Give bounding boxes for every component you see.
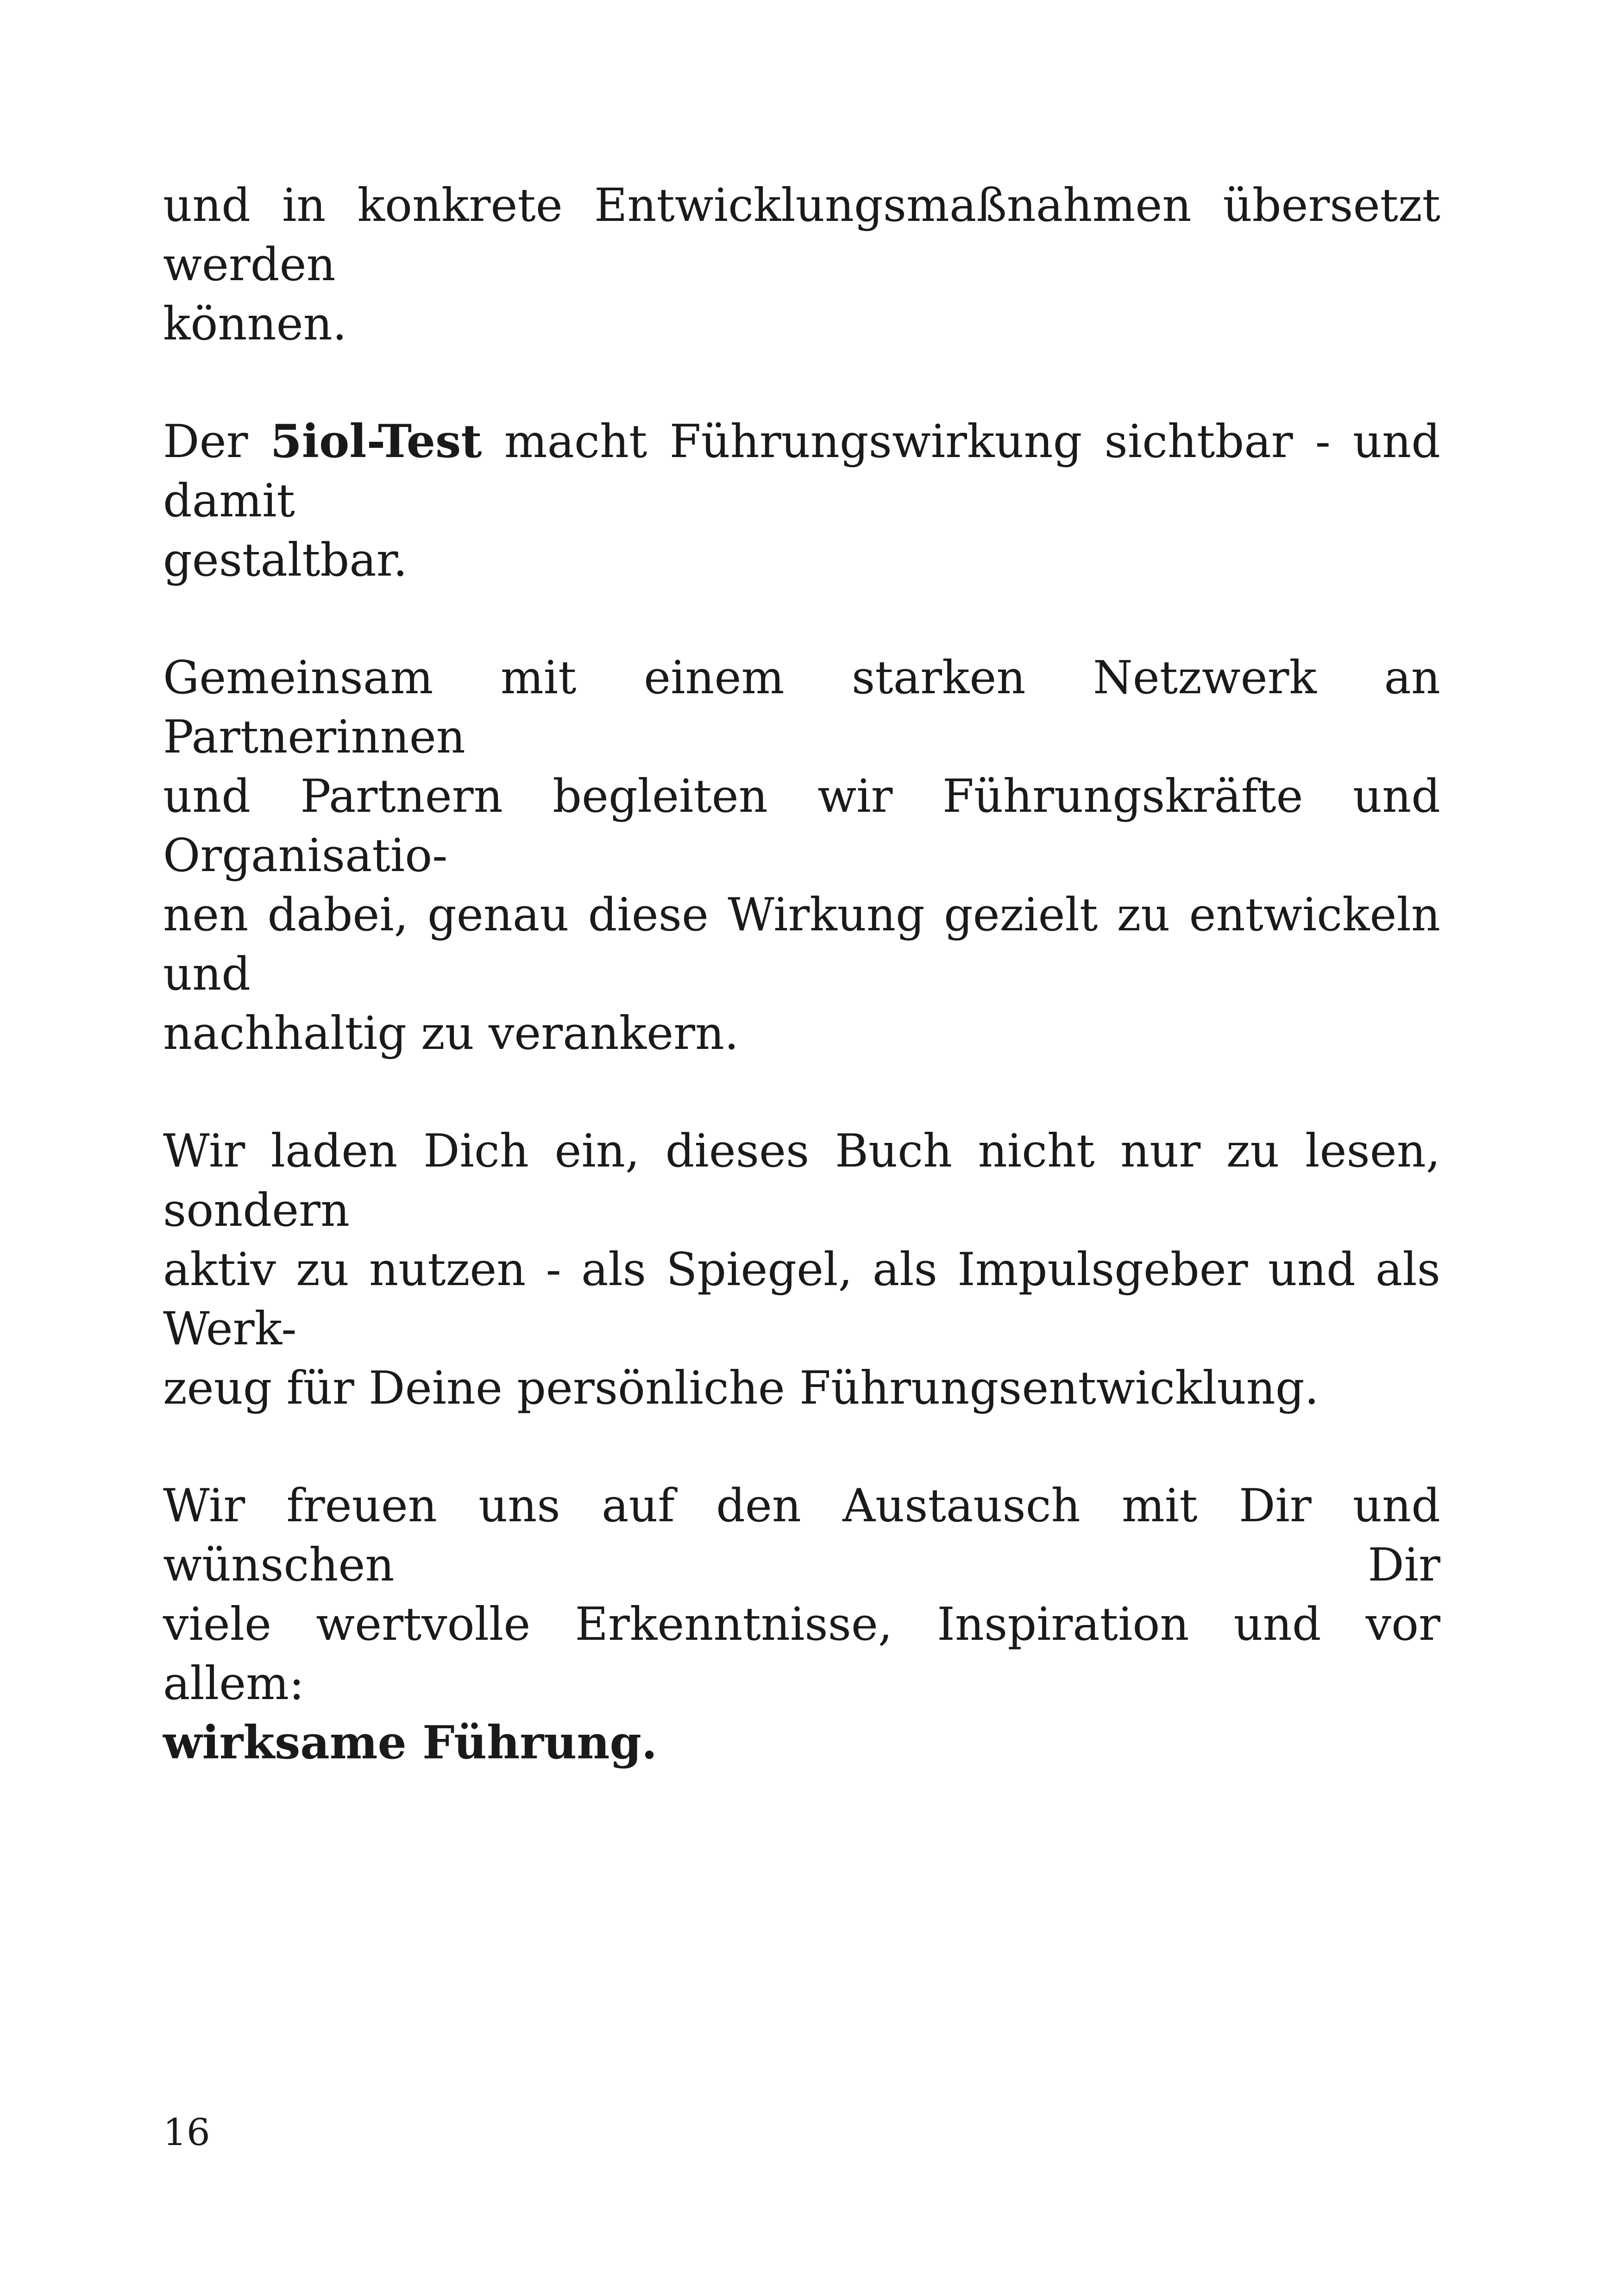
body-text [163, 176, 1440, 1831]
paragraph-1-line-2: können. [163, 298, 347, 351]
page-number: 16 [163, 2111, 210, 2154]
paragraph-4-line-1: Wir laden Dich ein, dieses Buch nicht nur zu lesen, sondern [163, 1125, 1440, 1237]
paragraph-2-line-1-rest: macht Führungswirkung sichtbar - und damit [163, 415, 1440, 527]
paragraph-5 [163, 1476, 1440, 1773]
paragraph-5-line-2: viele wertvolle Erkenntnisse, Inspiration und vor allem: [163, 1598, 1440, 1710]
paragraph-3-line-3: nen dabei, genau diese Wirkung gezielt zu entwickeln und [163, 889, 1440, 1001]
paragraph-4-line-3: zeug für Deine persönliche Führungsentwicklung. [163, 1362, 1319, 1415]
paragraph-3 [163, 648, 1440, 1063]
paragraph-5-line-1: Wir freuen uns auf den Austausch mit Dir und wünschen Dir [163, 1480, 1440, 1592]
test-name-bold: 5iol-Test [270, 415, 482, 468]
paragraph-2-prefix: Der [163, 415, 248, 468]
paragraph-2 [163, 412, 1440, 590]
paragraph-4-line-2: aktiv zu nutzen - als Spiegel, als Impulsgeber und als Werk- [163, 1243, 1440, 1355]
paragraph-1 [163, 176, 1440, 354]
paragraph-2-line-1 [163, 412, 1440, 531]
closing-bold-phrase: wirksame Führung. [163, 1716, 658, 1769]
paragraph-3-line-1: Gemeinsam mit einem starken Netzwerk an Partnerinnen [163, 652, 1440, 764]
paragraph-3-line-4: nachhaltig zu verankern. [163, 1007, 739, 1060]
paragraph-2-line-2: gestaltbar. [163, 534, 408, 587]
paragraph-1-line-1: und in konkrete Entwicklungsmaßnahmen übersetzt werden [163, 179, 1440, 291]
paragraph-3-line-2: und Partnern begleiten wir Führungskräfte und Organisatio- [163, 770, 1440, 882]
paragraph-4 [163, 1122, 1440, 1418]
